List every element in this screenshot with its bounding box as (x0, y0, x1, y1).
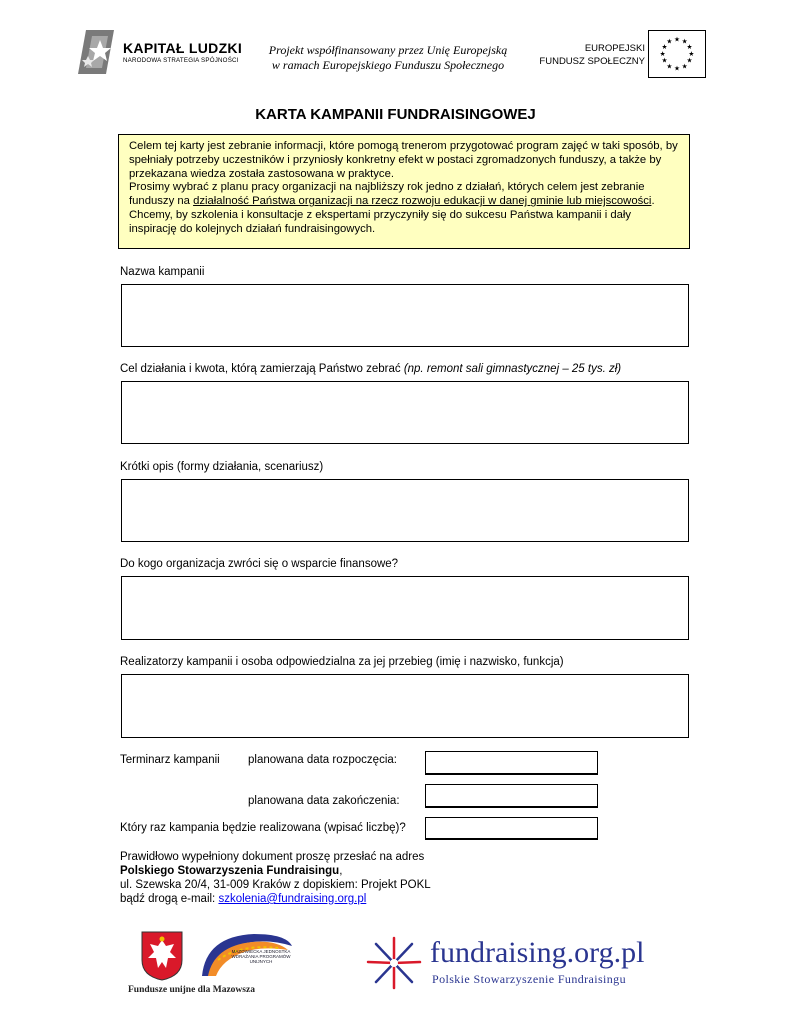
footer-line-1: Prawidłowo wypełniony dokument proszę przesłać na adres (120, 851, 425, 863)
kl-subtitle: NARODOWA STRATEGIA SPÓJNOŚCI (123, 57, 239, 64)
eu-flag-icon (648, 30, 706, 78)
label-nazwa-kampanii: Nazwa kampanii (120, 266, 205, 278)
svg-text:★: ★ (674, 64, 680, 73)
document-title: KARTA KAMPANII FUNDRAISINGOWEJ (255, 106, 536, 123)
email-link[interactable]: szkolenia@fundraising.org.pl (218, 893, 367, 905)
fundraising-subtitle: Polskie Stowarzyszenie Fundraisingu (432, 972, 626, 986)
efs-line-2: FUNDUSZ SPOŁECZNY (539, 56, 645, 67)
label-times: Który raz kampania będzie realizowana (wpisać liczbę)? (120, 822, 406, 834)
footer-instructions (120, 850, 431, 906)
footer-address: ul. Szewska 20/4, 31-009 Kraków z dopiskiem: Projekt POKL (120, 879, 431, 891)
mazowsze-eagle-icon (140, 930, 184, 982)
end-date-field[interactable] (425, 784, 598, 808)
svg-text:★: ★ (666, 37, 673, 46)
footer-org-line (120, 864, 431, 878)
svg-text:★: ★ (674, 35, 680, 44)
svg-text:★: ★ (661, 43, 668, 52)
times-field[interactable] (425, 817, 598, 840)
nazwa-kampanii-field[interactable] (121, 284, 689, 347)
label-krotki-opis: Krótki opis (formy działania, scenariusz) (120, 461, 324, 473)
svg-text:★: ★ (661, 56, 668, 65)
footer-org: Polskiego Stowarzyszenia Fundraisingu (120, 865, 340, 877)
label-cel (120, 363, 621, 375)
label-cel-example: (np. remont sali gimnastycznej – 25 tys. zł) (403, 363, 622, 375)
intro-p2-end: . Chcemy, by szkolenia i konsultacje z ekspertami przyczyniły się do sukcesu Państwa kampanii i dały inspirację do kolejnych działań fundraisingowych. (129, 195, 655, 235)
krotki-opis-field[interactable] (121, 479, 689, 542)
svg-text:★: ★ (686, 56, 693, 65)
svg-text:★: ★ (686, 43, 693, 52)
fundraising-name: fundraising.org.pl (430, 936, 645, 969)
project-line-1: Projekt współfinansowany przez Unię Europejską (268, 43, 508, 57)
svg-text:★: ★ (681, 37, 688, 46)
label-terminarz: Terminarz kampanii (120, 754, 220, 766)
intro-p2-underlined: działalność Państwa organizacji na rzecz rozwoju edukacji w danej gminie lub miejscowości (193, 195, 652, 208)
svg-text:★: ★ (688, 49, 695, 58)
label-cel-text: Cel działania i kwota, którą zamierzają Państwo zebrać (120, 363, 401, 375)
realizatorzy-field[interactable] (121, 674, 689, 738)
svg-text:★: ★ (681, 62, 688, 71)
mazowsze-label: Fundusze unijne dla Mazowsza (128, 985, 255, 995)
kl-title: KAPITAŁ LUDZKI (123, 40, 243, 56)
svg-text:★: ★ (666, 62, 673, 71)
intro-paragraph-2 (129, 181, 679, 236)
footer-email-line (120, 892, 431, 906)
svg-text:★: ★ (659, 49, 666, 58)
label-end-date: planowana data zakończenia: (248, 795, 400, 807)
fundraising-star-icon (364, 934, 424, 992)
intro-p2-start: Prosimy wybrać z planu pracy organizacji na najbliższy rok jedno z działań, których celem jest zebranie funduszy na (129, 181, 645, 208)
cel-field[interactable] (121, 381, 689, 444)
intro-box (118, 134, 690, 249)
efs-line-1: EUROPEJSKI (584, 43, 645, 54)
do-kogo-field[interactable] (121, 576, 689, 640)
footer-email-prefix: bądź drogą e-mail: (120, 893, 219, 905)
label-do-kogo: Do kogo organizacja zwróci się o wsparcie finansowe? (120, 558, 399, 570)
footer-org-comma: , (339, 865, 343, 877)
label-realizatorzy: Realizatorzy kampanii i osoba odpowiedzialna za jej przebieg (imię i nazwisko, funkcja) (120, 656, 564, 668)
project-line-2: w ramach Europejskiego Funduszu Społecznego (271, 58, 505, 72)
label-start-date: planowana data rozpoczęcia: (248, 754, 397, 766)
start-date-field[interactable] (425, 751, 598, 775)
intro-paragraph-1: Celem tej karty jest zebranie informacji, które pomogą trenerom przygotować program zajęć w taki sposób, by spełniały potrzeby uczestników i przyniosły konkretny efekt w postaci zgromadzonych funduszy, a także by przekazana wiedza została zastosowana w praktyce. (129, 140, 678, 180)
mjw-text: MAZOWIECKA JEDNOSTKA WDRAŻANIA PROGRAMÓW UNIJNYCH (231, 949, 291, 965)
